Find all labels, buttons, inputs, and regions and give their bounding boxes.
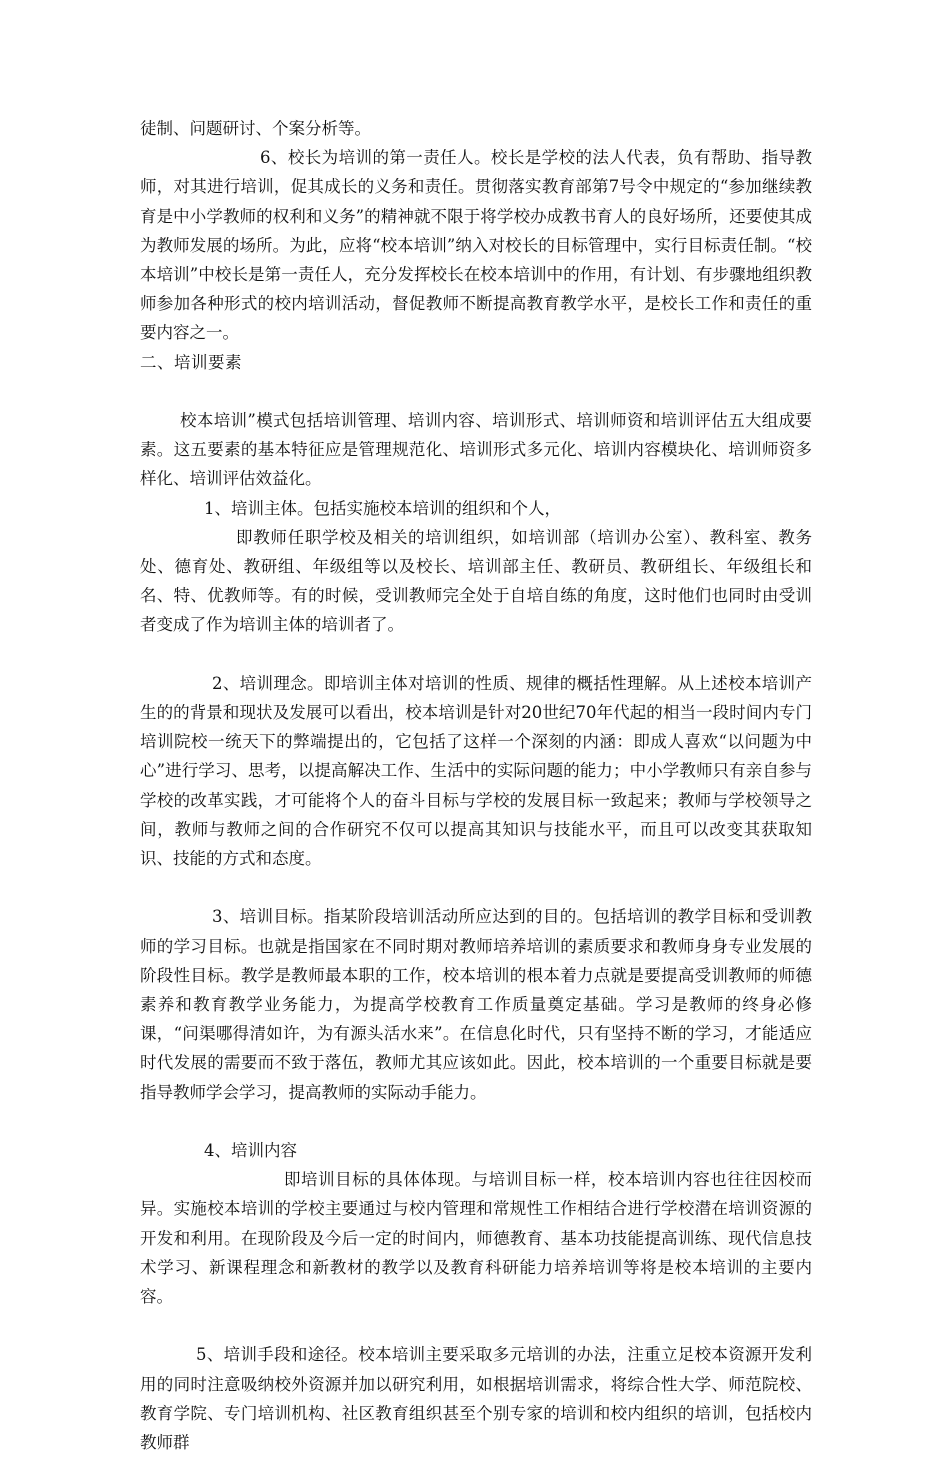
blank-line bbox=[140, 1107, 812, 1136]
document-page bbox=[140, 114, 812, 1457]
paragraph-training-subject-detail: 即教师任职学校及相关的培训组织，如培训部（培训办公室）、教科室、教务处、德育处、教研组、年级组等以及校长、培训部主任、教研员、教研组长、年级组长和名、特、优教师等。有的时候，受训教师完全处于自培自练的角度，这时他们也同时由受训者变成了作为培训主体的培训者了。 bbox=[140, 527, 812, 635]
paragraph-training-content-detail: 即培训目标的具体体现。与培训目标一样，校本培训内容也往往因校而异。实施校本培训的学校主要通过与校内管理和常规性工作相结合进行学校潜在培训资源的开发和利用。在现阶段及今后一定的时间内，师德教育、基本功技能提高训练、现代信息技术学习、新课程理念和新教材的教学以及教育科研能力培养培训等将是校本培训的主要内容。 bbox=[140, 1170, 812, 1307]
paragraph-training-goal: 3、培训目标。指某阶段培训活动所应达到的目的。包括培训的教学目标和受训教师的学习目标。也就是指国家在不同时期对教师培养培训的素质要求和教师身身专业发展的阶段性目标。教学是教师最本职的工作，校本培训的根本着力点就是要提高受训教师的师德素养和教育教学业务能力，为提高学校教育工作质量奠定基础。学习是教师的终身必修课，“问渠哪得清如许，为有源头活水来”。在信息化时代，只有坚持不断的学习，才能适应时代发展的需要而不致于落伍，教师尤其应该如此。因此，校本培训的一个重要目标就是要指导教师学会学习，提高教师的实际动手能力。 bbox=[140, 907, 812, 1102]
blank-line bbox=[140, 873, 812, 902]
paragraph-training-methods: 5、培训手段和途径。校本培训主要采取多元培训的办法，注重立足校本资源开发利用的同时注意吸纳校外资源并加以研究利用，如根据培训需求，将综合性大学、师范院校、教育学院、专门培训机构、社区教育组织甚至个别专家的培训和校内组织的培训，包括校内教师群 bbox=[140, 1345, 812, 1453]
paragraph-principal-responsibility: 6、校长为培训的第一责任人。校长是学校的法人代表，负有帮助、指导教师，对其进行培训，促其成长的义务和责任。贯彻落实教育部第7号令中规定的“参加继续教育是中小学教师的权利和义务”的精神就不限于将学校办成教书育人的良好场所，还要使其成为教师发展的场所。为此，应将“校本培训”纳入对校长的目标管理中，实行目标责任制。“校本培训”中校长是第一责任人，充分发挥校长在校本培训中的作用，有计划、有步骤地组织教师参加各种形式的校内培训活动，督促教师不断提高教育教学水平，是校长工作和责任的重要内容之一。 bbox=[140, 148, 812, 343]
paragraph-training-concept: 2、培训理念。即培训主体对培训的性质、规律的概括性理解。从上述校本培训产生的的背景和现状及发展可以看出，校本培训是针对20世纪70年代起的相当一段时间内专门培训院校一统天下的弊端提出的，它包括了这样一个深刻的内涵：即成人喜欢“以问题为中心”进行学习、思考，以提高解决工作、生活中的实际问题的能力；中小学教师只有亲自参与学校的改革实践，才可能将个人的奋斗目标与学校的发展目标一致起来；教师与学校领导之间，教师与教师之间的合作研究不仅可以提高其知识与技能水平，而且可以改变其获取知识、技能的方式和态度。 bbox=[140, 673, 812, 869]
blank-line bbox=[140, 377, 812, 406]
paragraph-training-subject-title: 1、培训主体。包括实施校本培训的组织和个人， bbox=[204, 498, 561, 518]
paragraph-continuation: 徒制、问题研讨、个案分析等。 bbox=[140, 119, 371, 138]
paragraph-training-content-title: 4、培训内容 bbox=[204, 1141, 297, 1161]
section-heading-training-elements: 二、培训要素 bbox=[140, 352, 242, 372]
paragraph-five-elements: 校本培训”模式包括培训管理、培训内容、培训形式、培训师资和培训评估五大组成要素。这五要素的基本特征应是管理规范化、培训形式多元化、培训内容模块化、培训师资多样化、培训评估效益化。 bbox=[140, 411, 812, 489]
blank-line bbox=[140, 1311, 812, 1340]
blank-line bbox=[140, 640, 812, 669]
